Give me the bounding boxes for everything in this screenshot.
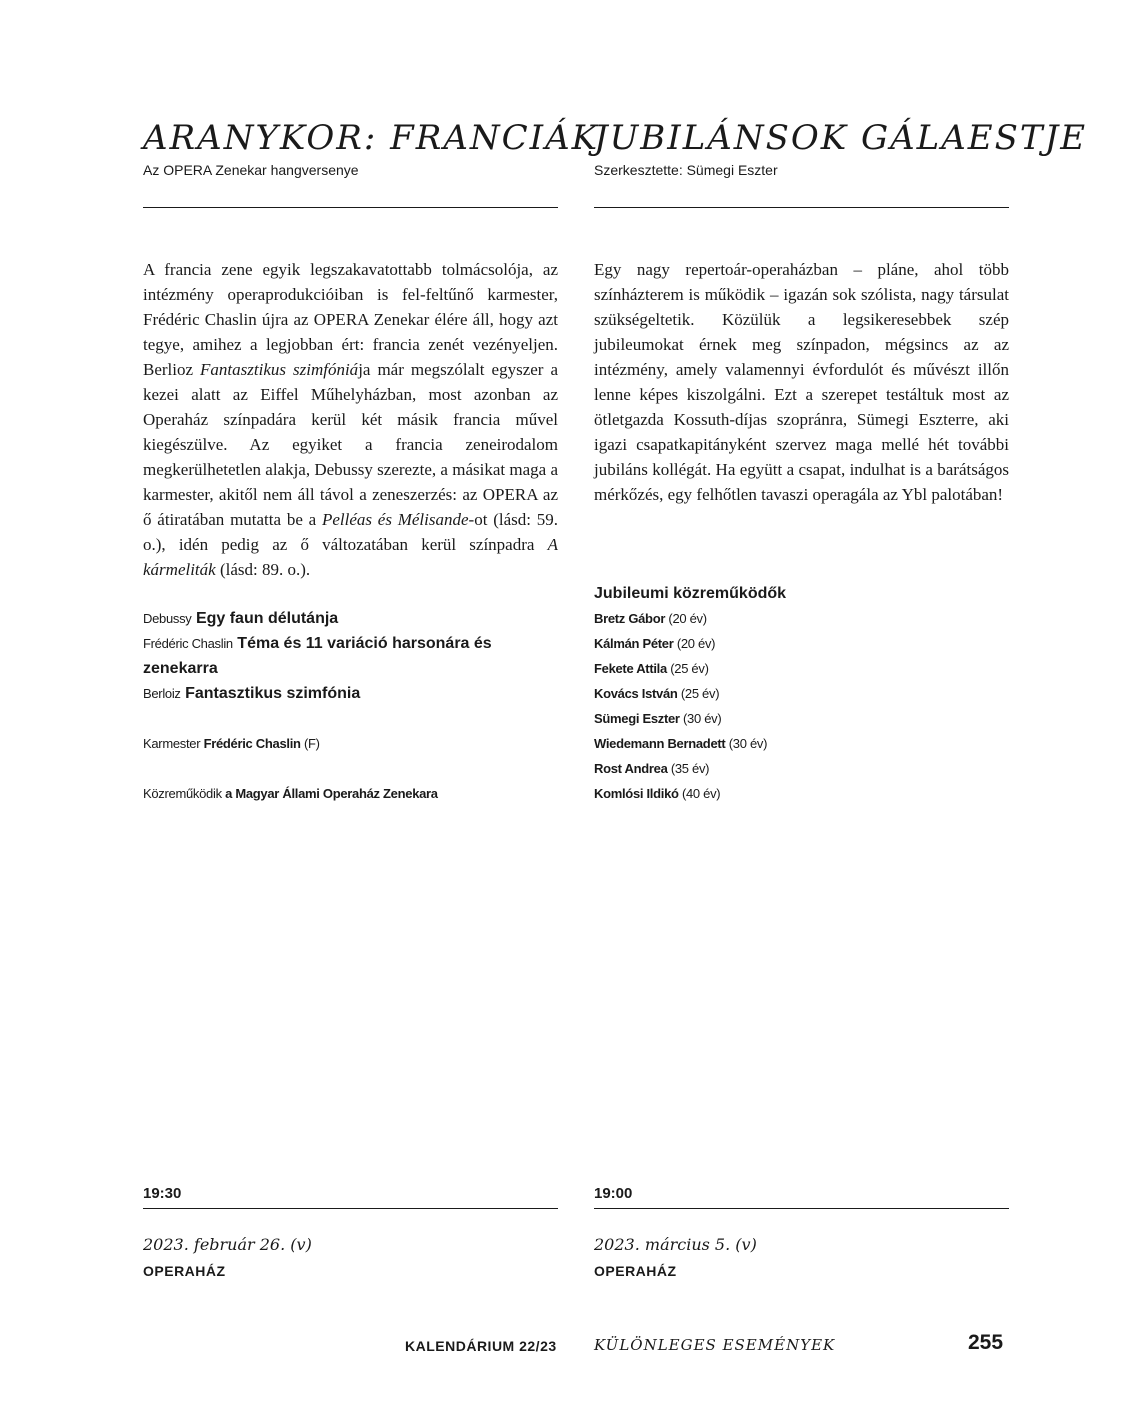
- description-part-italic: Fantasztikus szimfóniá: [200, 360, 359, 379]
- performer-name: Fekete Attila: [594, 661, 667, 676]
- program-work: Téma és 11 variáció harsonára és zenekarra: [143, 635, 492, 677]
- description-part: (lásd: 89. o.).: [215, 560, 311, 579]
- conductor-note: (F): [303, 736, 320, 751]
- description-part-italic: A kármeliták: [143, 535, 558, 579]
- event-subtitle: Az OPERA Zenekar hangversenye: [143, 162, 359, 178]
- event-title: ARANYKOR: FRANCIÁK: [143, 118, 600, 158]
- performer-item: [594, 731, 1009, 756]
- performer-name: Wiedemann Bernadett: [594, 736, 726, 751]
- performers-list: [594, 606, 1009, 806]
- time-divider: [143, 1208, 558, 1209]
- event-time: 19:30: [143, 1185, 182, 1202]
- orchestra-name: a Magyar Állami Operaház Zenekara: [225, 786, 438, 801]
- footer-section-title: KÜLÖNLEGES ESEMÉNYEK: [594, 1336, 836, 1354]
- program-item: [143, 631, 498, 681]
- performer-item: [594, 781, 1009, 806]
- performer-years: (30 év): [728, 736, 768, 751]
- performer-item: [594, 606, 1009, 631]
- performer-item: [594, 631, 1009, 656]
- performer-years: (20 év): [668, 611, 707, 626]
- conductor-name: Frédéric Chaslin: [203, 736, 301, 751]
- performer-name: Komlósi Ildikó: [594, 786, 679, 801]
- program-work: Egy faun délutánja: [195, 610, 339, 627]
- performer-name: Kálmán Péter: [594, 636, 674, 651]
- event-venue: OPERAHÁZ: [143, 1263, 226, 1279]
- performer-years: (25 év): [670, 661, 709, 676]
- program-item: [143, 606, 558, 631]
- program-composer: Frédéric Chaslin: [143, 636, 233, 651]
- performer-item: [594, 656, 1009, 681]
- title-divider: [594, 207, 1009, 208]
- footer-publication: KALENDÁRIUM 22/23: [405, 1338, 557, 1354]
- performer-name: Kovács István: [594, 686, 678, 701]
- event-date: 2023. március 5. (v): [594, 1235, 757, 1254]
- title-divider: [143, 207, 558, 208]
- page-number: 255: [968, 1331, 1004, 1354]
- orchestra-credit: [143, 784, 438, 804]
- performer-years: (40 év): [681, 786, 721, 801]
- program-item: [143, 681, 558, 706]
- performers-heading: Jubileumi közreműködők: [594, 585, 787, 602]
- event-title: JUBILÁNSOK GÁLAESTJE: [594, 118, 1088, 158]
- event-description: [594, 257, 1009, 507]
- description-part: -ot (lásd: 59. o.), idén pedig az ő változatában kerül színpadra: [143, 510, 559, 554]
- performer-item: [594, 706, 1009, 731]
- program-list: [143, 606, 558, 706]
- conductor-credit: [143, 734, 320, 754]
- performer-item: [594, 681, 1009, 706]
- program-work: Fantasztikus szimfónia: [185, 685, 361, 702]
- program-composer: Debussy: [143, 611, 192, 626]
- performer-years: (20 év): [676, 636, 716, 651]
- event-subtitle: Szerkesztette: Sümegi Eszter: [594, 162, 778, 178]
- performers-section: [594, 582, 1009, 806]
- orchestra-label: Közreműködik: [143, 786, 222, 801]
- performer-name: Sümegi Eszter: [594, 711, 680, 726]
- description-part: A francia zene egyik legszakavatottabb tolmácsolója, az intézmény operaprodukcióiban is fel-feltűnő karmester, Frédéric Chaslin újra az OPERA Zenekar élére áll, hogy azt tegye, amihez a legjobban ért: francia zenét vezényeljen. Berlioz: [143, 260, 558, 379]
- description-part: ja már megszólalt egyszer a kezei alatt az Eiffel Műhelyházban, most azonban az Operaház színpadára kerül két másik francia művel kiegészülve. Az egyiket a francia zeneirodalom megkerülhetetlen alakja, Debussy szerezte, a másikat maga a karmester, akitől nem áll távol a zeneszerzés: az OPERA az ő átiratában mutatta be a: [143, 360, 558, 529]
- performer-years: (25 év): [680, 686, 720, 701]
- program-composer: Berloiz: [143, 686, 181, 701]
- time-divider: [594, 1208, 1009, 1209]
- event-description: [143, 257, 558, 582]
- performer-name: Rost Andrea: [594, 761, 668, 776]
- event-time: 19:00: [594, 1185, 633, 1202]
- event-venue: OPERAHÁZ: [594, 1263, 677, 1279]
- event-date: 2023. február 26. (v): [143, 1235, 312, 1254]
- performer-name: Bretz Gábor: [594, 611, 666, 626]
- description-paragraph: Egy nagy repertoár-operaházban – pláne, ahol több színházterem is működik – igazán sok szólista, nagy társulat szükségeltetik. Közülük a legsikeresebbek szép jubileumokat érnek meg színpadon, mégsincs az az intézmény, amely valamennyi évfordulót és művészt illőn lenne képes kiszolgálni. Ezt a szerepet testáltuk most az ötletgazda Kossuth-díjas szopránra, Sümegi Eszterre, aki igazi csapatkapitányként szervez maga mellé hét további jubiláns kollégát. Ha együtt a csapat, indulhat is a barátságos mérkőzés, egy felhőtlen tavaszi operagála az Ybl palotában!: [594, 260, 1009, 504]
- performer-years: (30 év): [683, 711, 722, 726]
- conductor-label: Karmester: [143, 736, 201, 751]
- performer-item: [594, 756, 1009, 781]
- description-part-italic: Pelléas és Mélisande: [321, 510, 469, 529]
- performer-years: (35 év): [670, 761, 710, 776]
